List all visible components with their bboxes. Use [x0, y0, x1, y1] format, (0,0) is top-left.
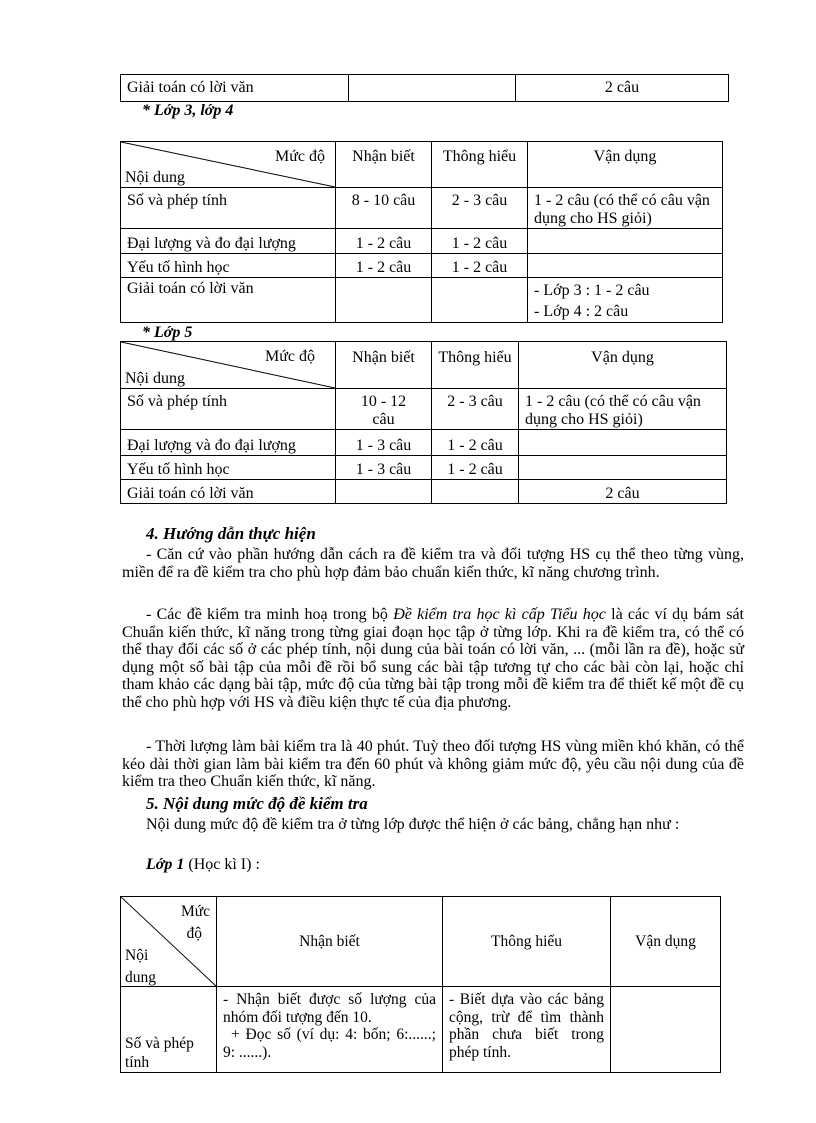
lop1-rest: (Học kì I) :: [184, 856, 260, 873]
lop1-heading: [146, 856, 260, 874]
vd-line-lop3: - Lớp 3 : 1 - 2 câu: [534, 282, 650, 299]
header-level: Mức độ: [275, 148, 325, 165]
vd-cell: 1 - 2 câu (có thể có câu vận dụng cho HS giỏi): [519, 389, 727, 430]
th-cell: 2 - 3 câu: [432, 188, 528, 229]
vd-cell: [519, 430, 727, 456]
nb-cell: [336, 480, 432, 504]
diagonal-header: [121, 897, 217, 987]
para2-start: - Các đề kiểm tra minh hoạ trong bộ: [146, 606, 394, 623]
header-vd: Vận dụng: [528, 142, 723, 188]
para2-italic: Đề kiểm tra học kì cấp Tiểu học: [393, 606, 606, 623]
nb-line-1: - Nhận biết được số lượng của nhóm đối tượng đến 10.: [223, 991, 436, 1026]
nb-cell: 1 - 3 câu: [336, 456, 432, 480]
row-label: Giải toán có lời văn: [121, 480, 336, 504]
row-label: Giải toán có lời văn: [121, 278, 336, 323]
header-level-2: độ: [186, 925, 202, 942]
table-lop34: [120, 141, 723, 323]
paragraph-3: - Thời lượng làm bài kiểm tra là 40 phút. Tuỳ theo đối tượng HS vùng miền khó khăn, có thể kéo dài thời gian làm bài kiểm tra đến 60 phút và không giảm mức độ, yêu cầu nội dung của đề kiểm tra theo Chuẩn kiến thức, kĩ năng.: [122, 738, 744, 790]
header-level: Mức độ: [265, 348, 315, 365]
th-cell: 1 - 2 câu: [432, 430, 519, 456]
th-cell: - Biết dựa vào các bảng cộng, trừ để tìm thành phần chưa biết trong phép tính.: [443, 987, 611, 1073]
vd-cell: [528, 278, 723, 323]
nb-cell: 10 - 12 câu: [336, 389, 432, 430]
header-vd: Vận dụng: [611, 897, 721, 987]
header-content: Nội dung: [125, 370, 185, 387]
nb-cell: 1 - 2 câu: [336, 254, 432, 278]
header-content: Nội dung: [125, 169, 185, 186]
vd-cell: 2 câu: [519, 480, 727, 504]
th-cell: 2 - 3 câu: [432, 389, 519, 430]
row-label: Số và phép tính: [121, 987, 217, 1073]
paragraph-2: [122, 606, 744, 711]
heading-5: 5. Nội dung mức độ đề kiểm tra: [146, 794, 368, 813]
th-cell: 1 - 2 câu: [432, 254, 528, 278]
nb-cell: 1 - 2 câu: [336, 229, 432, 254]
vd-cell: [611, 987, 721, 1073]
nb-cell: [217, 987, 443, 1073]
header-th: Thông hiểu: [432, 342, 519, 389]
nb-cell: 8 - 10 câu: [336, 188, 432, 229]
vd-cell: 1 - 2 câu (có thể có câu vận dụng cho HS giỏi): [528, 188, 723, 229]
header-content-1: Nội: [125, 947, 149, 964]
th-cell: [432, 480, 519, 504]
nb-cell: 1 - 3 câu: [336, 430, 432, 456]
row-label: Đại lượng và đo đại lượng: [121, 229, 336, 254]
lop1-bold: Lớp 1: [146, 856, 185, 873]
paragraph-1: - Căn cứ vào phần hướng dẫn cách ra đề kiểm tra và đối tượng HS cụ thể theo từng vùng, miền để ra đề kiểm tra cho phù hợp đảm bảo chuẩn kiến thức, kĩ năng chương trình.: [122, 546, 744, 581]
section-title-lop5: * Lớp 5: [142, 324, 193, 341]
diagonal-header: [121, 342, 336, 389]
th-cell: [432, 278, 528, 323]
heading-4: 4. Hướng dẫn thực hiện: [146, 524, 316, 543]
row-label: Yếu tố hình học: [121, 254, 336, 278]
row-label: Yếu tố hình học: [121, 456, 336, 480]
header-level-1: Mức: [180, 903, 210, 920]
th-cell: 1 - 2 câu: [432, 229, 528, 254]
row-label: Đại lượng và đo đại lượng: [121, 430, 336, 456]
nb-cell: [336, 278, 432, 323]
header-content-2: dung: [125, 969, 156, 986]
para2-rest: là các ví dụ bám sát Chuẩn kiến thức, kĩ năng trong từng giai đoạn học tập ở từng lớp. Khi ra đề kiểm tra, có thể có thể thay đổi các số ở các phép tính, nội dung của bài toán có lời văn, ... (mỗi lần ra đề), hoặc sử dụng một số bài tập của mỗi đề rồi bổ sung các bài tập tương tự cho các bài còn lại, hoặc chỉ tham khảo các dạng bài tập, mức độ của từng bài tập trong mỗi đề kiểm tra để thiết kế một đề cụ thể cho phù hợp với HS và điều kiện thực tế của địa phương.: [122, 606, 745, 711]
th-cell: 1 - 2 câu: [432, 456, 519, 480]
header-nb: Nhận biết: [336, 342, 432, 389]
vd-cell: [528, 229, 723, 254]
vd-cell: [528, 254, 723, 278]
header-th: Thông hiểu: [443, 897, 611, 987]
row-label: Số và phép tính: [121, 389, 336, 430]
header-th: Thông hiểu: [432, 142, 528, 188]
table-lop1: [120, 896, 721, 1073]
row-label: Số và phép tính: [121, 188, 336, 229]
row-label: Giải toán có lời văn: [121, 75, 349, 102]
empty-cell: [349, 75, 516, 102]
nb-line-2: + Đọc số (ví dụ: 4: bốn; 6:......; 9: ......).: [223, 1026, 436, 1061]
top-partial-table: [120, 74, 729, 102]
header-nb: Nhận biết: [336, 142, 432, 188]
header-vd: Vận dụng: [519, 342, 727, 389]
diagonal-header: [121, 142, 336, 188]
vd-cell: [519, 456, 727, 480]
section-title-lop34: * Lớp 3, lớp 4: [142, 102, 234, 119]
vd-line-lop4: - Lớp 4 : 2 câu: [534, 303, 629, 320]
vd-cell: 2 câu: [516, 75, 729, 102]
paragraph-4: Nội dung mức độ đề kiểm tra ở từng lớp được thể hiện ở các bảng, chẳng hạn như :: [146, 816, 680, 833]
table-lop5: [120, 341, 727, 504]
header-nb: Nhận biết: [217, 897, 443, 987]
